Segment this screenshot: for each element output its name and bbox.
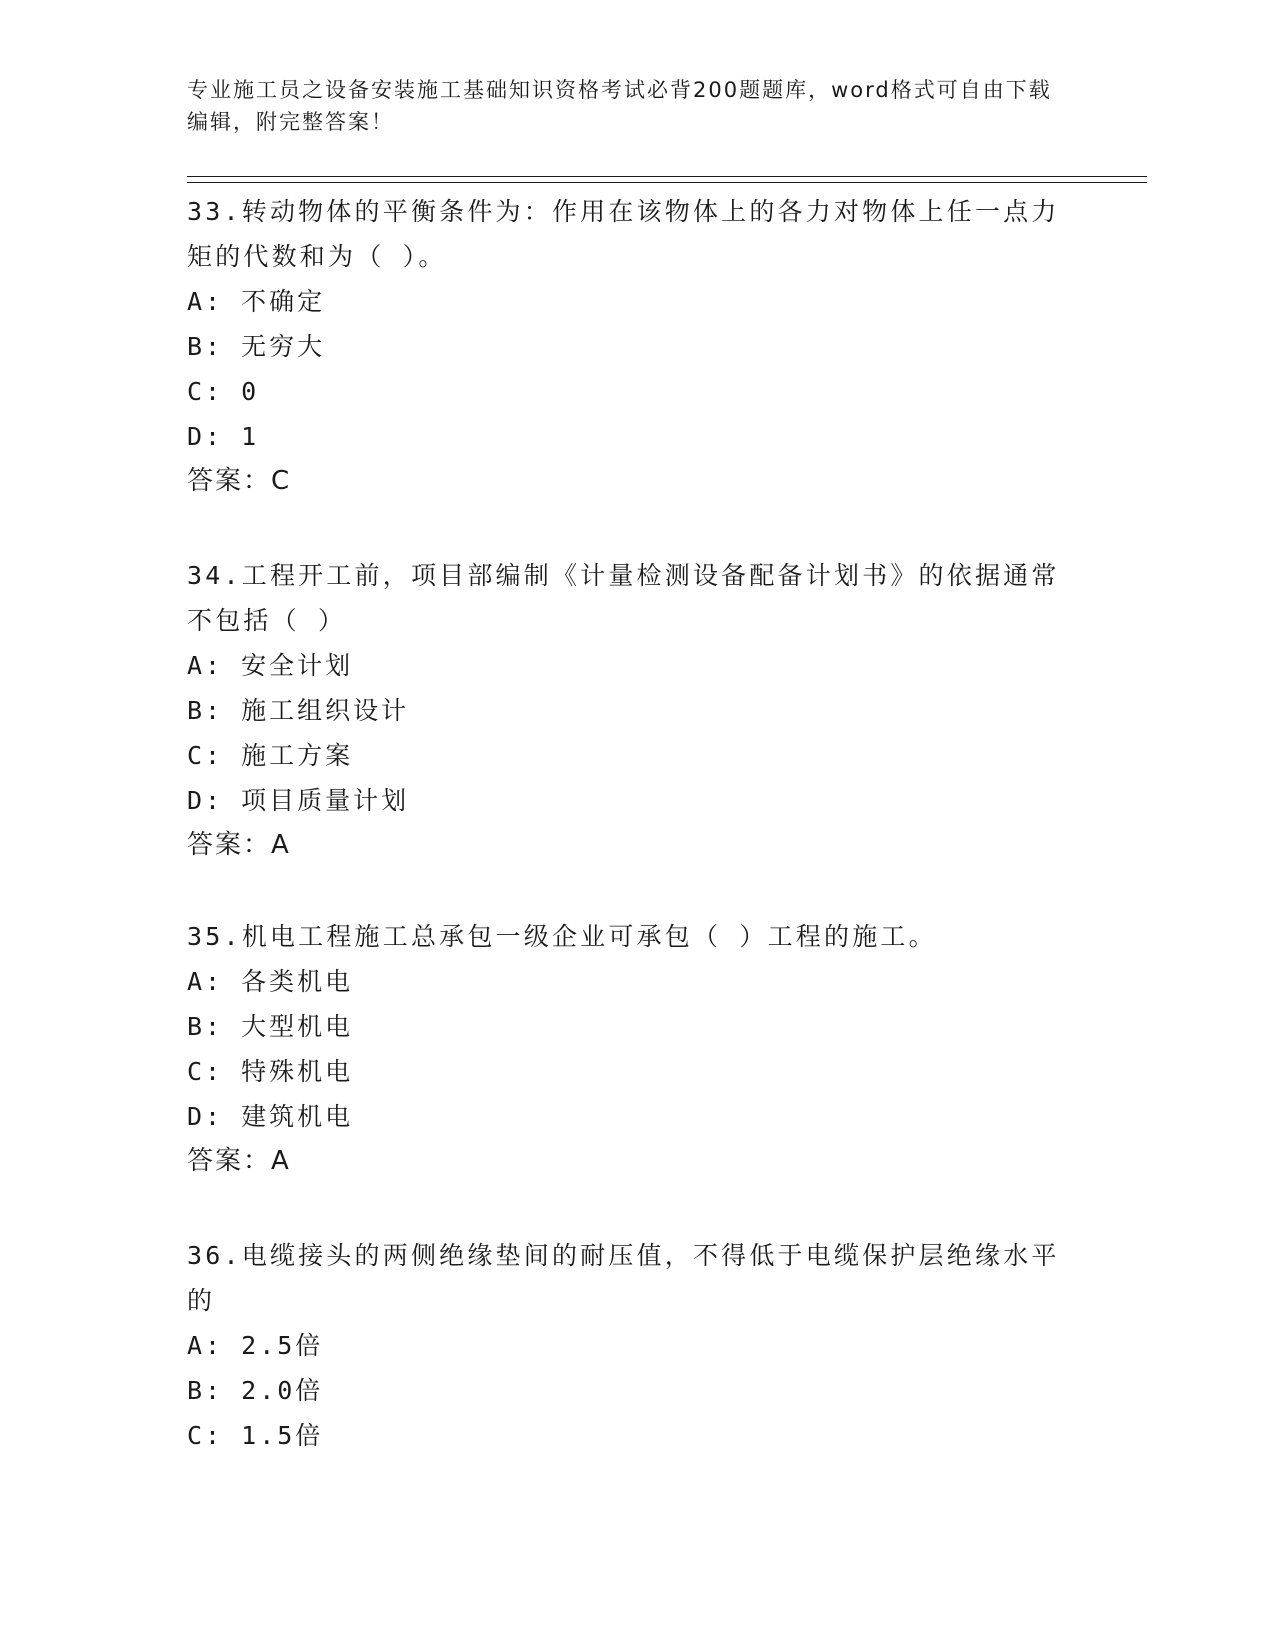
option-a: A: 安全计划 [187,651,354,680]
question-stem: 33.转动物体的平衡条件为：作用在该物体上的各力对物体上任一点力矩的代数和为（ ）。 [187,197,1060,271]
option-b: B: 2.0倍 [187,1376,324,1405]
option-c: C: 0 [187,377,260,406]
option-b: B: 大型机电 [187,1012,354,1041]
question-stem: 34.工程开工前，项目部编制《计量检测设备配备计划书》的依据通常不包括（ ） [187,561,1060,635]
question-36 [187,1233,1067,1458]
option-d: D: 建筑机电 [187,1102,354,1131]
option-c: C: 特殊机电 [187,1057,354,1086]
option-d: D: 1 [187,422,260,451]
answer-line: 答案：C [187,466,292,496]
question-34 [187,553,1067,868]
option-d: D: 项目质量计划 [187,786,410,815]
answer-line: 答案：A [187,830,291,860]
option-a: A: 2.5倍 [187,1331,324,1360]
option-c: C: 1.5倍 [187,1421,324,1450]
option-b: B: 施工组织设计 [187,696,410,725]
header-divider-bottom [187,182,1147,183]
answer-line: 答案：A [187,1146,291,1176]
option-a: A: 各类机电 [187,967,354,996]
question-35 [187,914,1067,1184]
option-c: C: 施工方案 [187,741,354,770]
header-divider-top [187,176,1147,177]
option-b: B: 无穷大 [187,332,326,361]
option-a: A: 不确定 [187,287,326,316]
document-header: 专业施工员之设备安装施工基础知识资格考试必背200题题库，word格式可自由下载编辑，附完整答案！ [187,78,1052,134]
question-stem: 36.电缆接头的两侧绝缘垫间的耐压值，不得低于电缆保护层绝缘水平的 [187,1241,1060,1315]
question-33 [187,189,1067,504]
question-stem: 35.机电工程施工总承包一级企业可承包（ ）工程的施工。 [187,922,937,951]
